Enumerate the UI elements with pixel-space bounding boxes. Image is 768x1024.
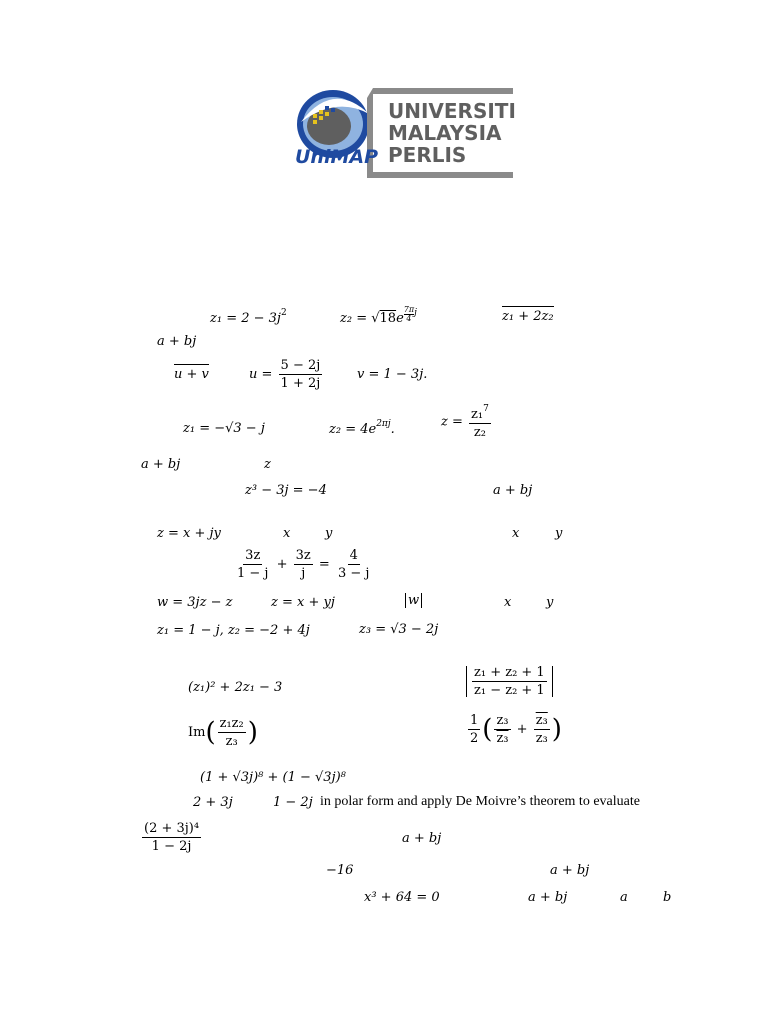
logo-line-malaysia: MALAYSIA	[388, 121, 502, 145]
q6-y: y	[546, 595, 554, 610]
q6-x: x	[504, 595, 512, 610]
q2-v: v = 1 − 3j.	[357, 367, 428, 382]
q4-form: a + bj	[493, 483, 533, 498]
q7-part-e: (1 + √3j)⁸ + (1 − √3j)⁸	[200, 770, 346, 785]
q9-value: −16	[326, 863, 354, 878]
q8-instruction: in polar form and apply De Moivre’s theorem to evaluate	[320, 794, 640, 809]
q9-form: a + bj	[550, 863, 590, 878]
q8-fraction: $\frac{\text{(2 + 3j)⁴}}{1 - 2j}$	[144, 821, 200, 854]
q7-given: z₁ = 1 − j, z₂ = −2 + 4j	[157, 623, 310, 638]
q3-z: z = $\frac{z_1^7}{\text{z₂}}$	[441, 404, 489, 440]
q1-z1: $z_1 = 2 - 3j^2$	[210, 308, 287, 326]
logo-brand: UniMAP	[295, 146, 379, 168]
q7-part-c: Im( $\frac{\text{z₁z₂}}{\text{z₃}}$ )	[188, 716, 258, 749]
q8-number-2: 1 − 2j	[273, 795, 313, 810]
q7-part-b: $\frac{\text{z₁ + z₂ + 1}}{\text{z₁ − z₂ + 1}}$	[466, 666, 553, 697]
q10-form: a + bj	[528, 890, 568, 905]
q10-b: b	[663, 890, 672, 905]
logo-line-perlis: PERLIS	[388, 143, 467, 167]
q5-equation: $\frac{3z}{1 - j}$ + $\frac{3z}{j}$ = $\frac{4}{3 - j}$	[237, 548, 370, 581]
q10-equation: x³ + 64 = 0	[364, 890, 440, 905]
q3-z2: $z_2 = 4e^{2\pi j}$.	[329, 419, 395, 437]
q3-z1: z₁ = −√3 − j	[183, 421, 265, 436]
q8-form: a + bj	[402, 831, 442, 846]
q5-z: z = x + jy	[157, 526, 221, 541]
q5-x: x	[283, 526, 291, 541]
q2-expression: u + v	[174, 368, 209, 381]
q5-y-2: y	[555, 526, 563, 541]
q1-target-expression: z₁ + 2z₂	[502, 310, 554, 323]
q7-part-d: $\frac{1}{2}$ ( $\frac{\text{z₃}}{\text{z₃}}$ + $\frac{\text{z₃}}{\text{z₃}}$ )	[470, 713, 562, 746]
q2-u: u = $\frac{5 - 2j}{1 + 2j}$	[249, 358, 321, 391]
q3-form: a + bj	[141, 457, 181, 472]
q6-w: w = 3jz − z	[157, 595, 233, 610]
logo-line-universiti: UNIVERSITI	[388, 99, 516, 123]
q4-equation: z³ − 3j = −4	[245, 483, 327, 498]
q8-number-1: 2 + 3j	[193, 795, 233, 810]
q1-z2: z₂ = √18e $\frac{7\pi}{4}$ $^j$	[340, 305, 417, 326]
q1-form: a + bj	[157, 334, 197, 349]
q6-z: z = x + yj	[271, 595, 335, 610]
q6-abs-w: w	[405, 594, 422, 607]
q10-a: a	[620, 890, 628, 905]
unimap-logo	[293, 84, 515, 184]
q5-x-2: x	[512, 526, 520, 541]
q7-part-a: (z₁)² + 2z₁ − 3	[188, 680, 283, 695]
q7-z3: z₃ = √3 − 2j	[359, 622, 439, 637]
q5-y: y	[325, 526, 333, 541]
q3-var: z	[264, 457, 271, 472]
